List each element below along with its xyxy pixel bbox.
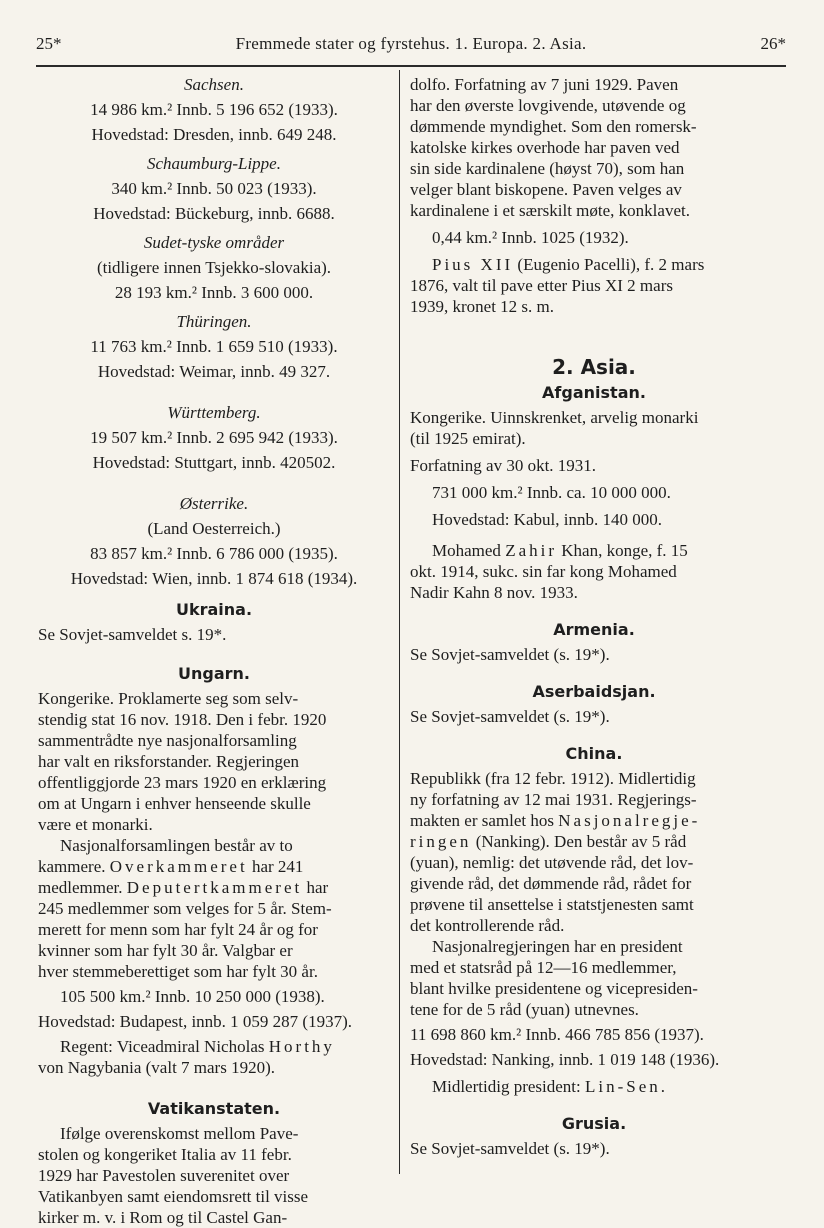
text-line: Kongerike. Uinnskrenket, arvelig monarki bbox=[410, 408, 699, 427]
heading-wurttemberg: Württemberg. bbox=[167, 403, 261, 422]
china-government-paragraph bbox=[410, 936, 778, 1020]
text-line: Hovedstad: Stuttgart, innb. 420502. bbox=[92, 453, 336, 472]
heading-osterrike: Østerrike. bbox=[179, 494, 249, 513]
ungarn-paragraph bbox=[38, 688, 390, 835]
text-line: 1929 har Pavestolen suverenitet over bbox=[38, 1166, 290, 1185]
text-line: tene for de 5 råd (yuan) utnevnes. bbox=[410, 1000, 639, 1019]
text-line: være et monarki. bbox=[38, 815, 153, 834]
text-line: ringen (Nanking). Den består av 5 råd bbox=[410, 832, 687, 851]
text-line: blant hvilke presidentene og vicepresiden- bbox=[410, 979, 698, 998]
text-line: (yuan), nemlig: det utøvende råd, det lov- bbox=[410, 853, 694, 872]
heading-china: China. bbox=[565, 744, 623, 763]
text-line: prøvene til ansettelse i statstjenesten samt bbox=[410, 895, 694, 914]
text-line: givende råd, det dømmende råd, rådet for bbox=[410, 874, 692, 893]
vatikan-paragraph bbox=[38, 1123, 390, 1228]
text-line: kammere. Overkammeret har 241 bbox=[38, 857, 304, 876]
text-line: har valt en riksforstander. Regjeringen bbox=[38, 752, 300, 771]
text-line: kvinner som har fylt 30 år. Valgbar er bbox=[38, 941, 293, 960]
text-line: det kontrollerende råd. bbox=[410, 916, 565, 935]
heading-sudet: Sudet-tyske områder bbox=[143, 233, 285, 252]
text-line: stendig stat 16 nov. 1918. Den i febr. 1920 bbox=[38, 710, 327, 729]
text-line: Hovedstad: Bückeburg, innb. 6688. bbox=[93, 204, 335, 223]
text-line: Hovedstad: Dresden, innb. 649 248. bbox=[91, 125, 337, 144]
page-number-left: 25* bbox=[36, 34, 62, 53]
text-line: 105 500 km.² Innb. 10 250 000 (1938). bbox=[60, 987, 325, 1006]
text-line: Midlertidig president: Lin-Sen. bbox=[432, 1077, 669, 1096]
text-line: medlemmer. Deputertkammeret har bbox=[38, 878, 329, 897]
text-line: om at Ungarn i enhver henseende skulle bbox=[38, 794, 311, 813]
text-line: Nadir Kahn 8 nov. 1933. bbox=[410, 583, 578, 602]
heading-aserbaidsjan: Aserbaidsjan. bbox=[532, 682, 656, 701]
text-line: von Nagybania (valt 7 mars 1920). bbox=[38, 1058, 275, 1077]
text-line: Republikk (fra 12 febr. 1912). Midlertidig bbox=[410, 769, 696, 788]
text-line: 1939, kronet 12 s. m. bbox=[410, 297, 555, 316]
page-number-right: 26* bbox=[760, 34, 786, 53]
text-line: Se Sovjet-samveldet (s. 19*). bbox=[410, 645, 610, 664]
heading-ungarn: Ungarn. bbox=[178, 664, 250, 683]
left-column bbox=[38, 74, 390, 1228]
text-line: (til 1925 emirat). bbox=[410, 429, 526, 448]
text-line: 245 medlemmer som velges for 5 år. Stem- bbox=[38, 899, 332, 918]
text-line: kardinalene i et særskilt møte, konklavet. bbox=[410, 201, 690, 220]
text-line: 83 857 km.² Innb. 6 786 000 (1935). bbox=[90, 544, 338, 563]
text-line: (tidligere innen Tsjekko-slovakia). bbox=[96, 258, 332, 277]
text-line: Ifølge overenskomst mellom Pave- bbox=[60, 1124, 299, 1143]
text-line: (Land Oesterreich.) bbox=[147, 519, 281, 538]
heading-ukraina: Ukraina. bbox=[175, 600, 253, 619]
text-line: Mohamed Zahir Khan, konge, f. 15 bbox=[432, 541, 688, 560]
right-column bbox=[410, 74, 778, 1159]
text-line: kirker m. v. i Rom og til Castel Gan- bbox=[38, 1208, 288, 1227]
spaced-term: ringen bbox=[410, 832, 472, 851]
spaced-term: Lin-Sen. bbox=[584, 1077, 669, 1096]
text-line: 1876, valt til pave etter Pius XI 2 mars bbox=[410, 276, 673, 295]
text-line: sin side kardinalene (høyst 70), som han bbox=[410, 159, 685, 178]
text-line: ny forfatning av 12 mai 1931. Regjerings- bbox=[410, 790, 697, 809]
text-line: Se Sovjet-samveldet (s. 19*). bbox=[410, 1139, 610, 1158]
text-line: velger blant biskopene. Paven velges av bbox=[410, 180, 682, 199]
text-line: Hovedstad: Nanking, innb. 1 019 148 (1936). bbox=[410, 1050, 720, 1069]
text-line: dolfo. Forfatning av 7 juni 1929. Paven bbox=[410, 75, 679, 94]
text-line: sammentrådte nye nasjonalforsamling bbox=[38, 731, 297, 750]
text-line: okt. 1914, sukc. sin far kong Mohamed bbox=[410, 562, 677, 581]
heading-schaumburg: Schaumburg-Lippe. bbox=[147, 154, 281, 173]
spaced-term: Pius XII bbox=[432, 255, 514, 274]
text-line: 11 698 860 km.² Innb. 466 785 856 (1937). bbox=[410, 1025, 704, 1044]
text-line: 731 000 km.² Innb. ca. 10 000 000. bbox=[432, 483, 671, 502]
text-line: hver stemmeberettiget som har fylt 30 år. bbox=[38, 962, 318, 981]
column-divider bbox=[399, 70, 400, 1174]
text-line: Pius XII (Eugenio Pacelli), f. 2 mars bbox=[432, 255, 705, 274]
text-line: offentliggjorde 23 mars 1920 en erklæring bbox=[38, 773, 327, 792]
spaced-term: Deputertkammeret bbox=[126, 878, 303, 897]
text-line: Forfatning av 30 okt. 1931. bbox=[410, 456, 597, 475]
running-header bbox=[36, 34, 786, 60]
text-line: Regent: Viceadmiral Nicholas Horthy bbox=[60, 1037, 335, 1056]
text-line: 19 507 km.² Innb. 2 695 942 (1933). bbox=[90, 428, 338, 447]
heading-vatikan: Vatikanstaten. bbox=[147, 1099, 281, 1118]
text-line: med et statsråd på 12—16 medlemmer, bbox=[410, 958, 677, 977]
spaced-term: Nasjonalregje- bbox=[558, 811, 701, 830]
text-line: Vatikanbyen samt eiendomsrett til visse bbox=[38, 1187, 309, 1206]
text-line: stolen og kongeriket Italia av 11 febr. bbox=[38, 1145, 292, 1164]
china-paragraph bbox=[410, 768, 778, 936]
ungarn-parliament-paragraph bbox=[38, 835, 390, 982]
vatikan-continuation bbox=[410, 74, 778, 221]
text-line: Hovedstad: Budapest, innb. 1 059 287 (1937). bbox=[38, 1012, 352, 1031]
header-rule bbox=[36, 65, 786, 67]
text-line: Kongerike. Proklamerte seg som selv- bbox=[38, 689, 299, 708]
text-line: 28 193 km.² Innb. 3 600 000. bbox=[114, 283, 314, 302]
text-line: 340 km.² Innb. 50 023 (1933). bbox=[111, 179, 317, 198]
text-line: 14 986 km.² Innb. 5 196 652 (1933). bbox=[90, 100, 338, 119]
text-line: Hovedstad: Wien, innb. 1 874 618 (1934). bbox=[70, 569, 358, 588]
text-line: Hovedstad: Weimar, innb. 49 327. bbox=[97, 362, 331, 381]
text-line: merett for menn som har fylt 24 år og for bbox=[38, 920, 318, 939]
text-line: Hovedstad: Kabul, innb. 140 000. bbox=[432, 510, 662, 529]
spaced-term: Horthy bbox=[268, 1037, 335, 1056]
spaced-term: Zahir bbox=[505, 541, 558, 560]
text-line: har den øverste lovgivende, utøvende og bbox=[410, 96, 686, 115]
text-line: 11 763 km.² Innb. 1 659 510 (1933). bbox=[90, 337, 338, 356]
heading-afganistan: Afganistan. bbox=[542, 383, 646, 402]
spaced-term: Overkammeret bbox=[109, 857, 248, 876]
text-line: dømmende myndighet. Som den romersk- bbox=[410, 117, 697, 136]
heading-sachsen: Sachsen. bbox=[184, 75, 244, 94]
text-line: katolske kirkes overhode har paven ved bbox=[410, 138, 680, 157]
heading-armenia: Armenia. bbox=[553, 620, 635, 639]
text-line: Se Sovjet-samveldet (s. 19*). bbox=[410, 707, 610, 726]
text-line: Se Sovjet-samveldet s. 19*. bbox=[38, 625, 227, 644]
text-line: Nasjonalregjeringen har en president bbox=[432, 937, 683, 956]
text-line: 0,44 km.² Innb. 1025 (1932). bbox=[432, 228, 629, 247]
text-line: Nasjonalforsamlingen består av to bbox=[60, 836, 293, 855]
text-line: makten er samlet hos Nasjonalregje- bbox=[410, 811, 701, 830]
running-title: Fremmede stater og fyrstehus. 1. Europa. 2. Asia. bbox=[235, 34, 587, 53]
heading-grusia: Grusia. bbox=[561, 1114, 627, 1133]
heading-asia: 2. Asia. bbox=[552, 355, 636, 379]
heading-thuringen: Thüringen. bbox=[176, 312, 252, 331]
